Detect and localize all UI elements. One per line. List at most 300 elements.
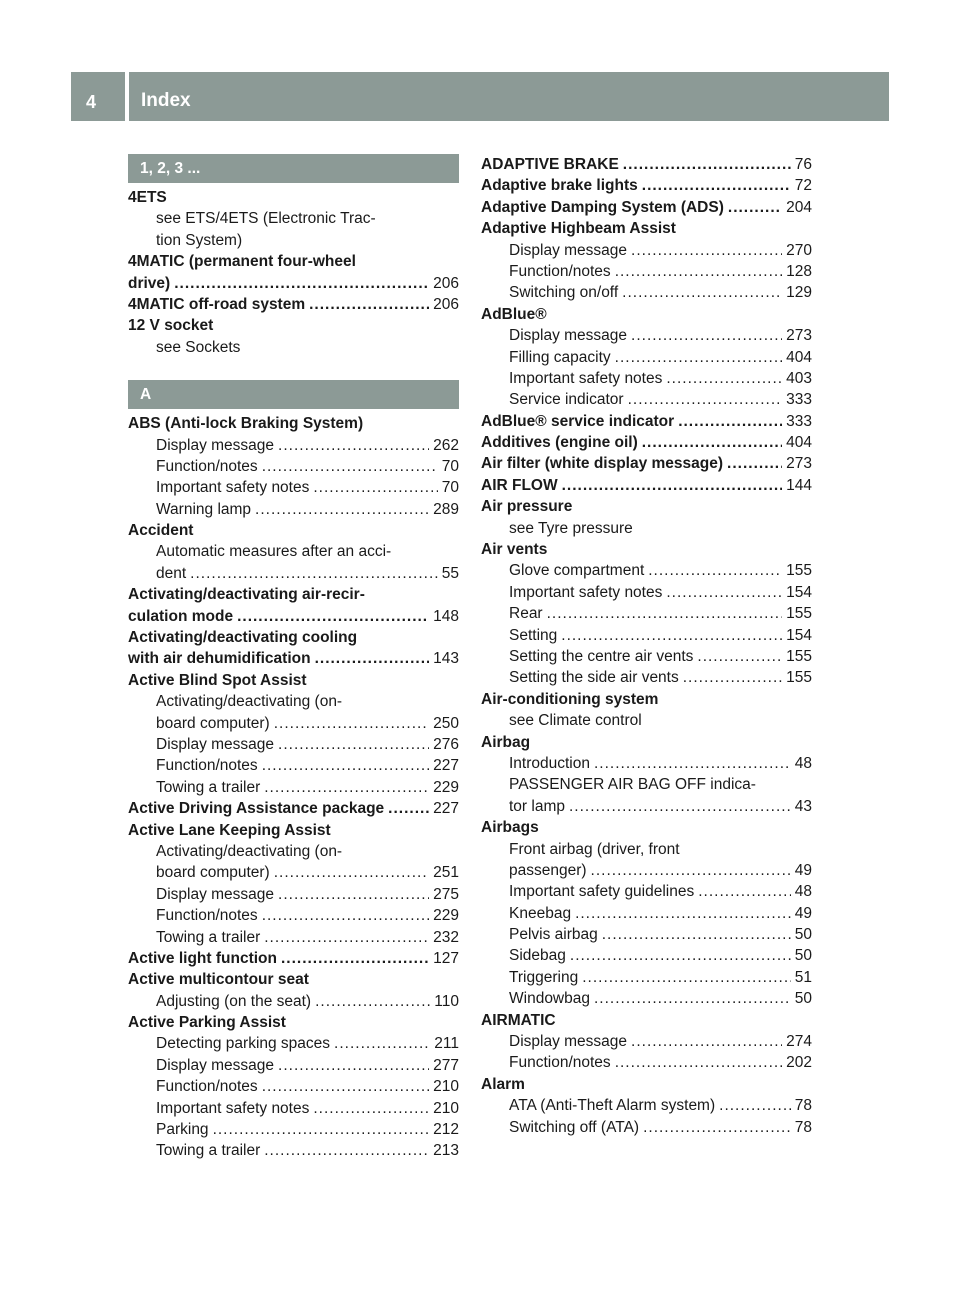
leader-dots [264,927,429,948]
index-subentry [481,881,812,902]
leader-dots [313,477,437,498]
index-entry [128,413,459,434]
index-subentry [481,603,812,624]
leader-dots [237,606,429,627]
entry-label: Additives (engine oil) [481,434,638,452]
leader-dots [615,347,782,368]
leader-dots [642,432,782,453]
leader-dots [278,1055,429,1076]
leader-dots [615,1052,782,1073]
index-entry [481,496,812,517]
page-reference: 210 [433,1099,459,1117]
index-entry [128,1012,459,1033]
index-subentry [481,667,812,688]
entry-label: passenger) [509,861,587,879]
index-subentry [481,1031,812,1052]
index-entry [481,1074,812,1095]
page-reference: 48 [794,883,812,901]
entry-label: see ETS/4ETS (Electronic Trac- [156,210,376,228]
leader-dots [547,603,783,624]
entry-label: board computer) [156,714,270,732]
entry-label: see Sockets [156,338,241,356]
page-reference: 155 [786,562,812,580]
index-subentry [128,230,459,251]
page-reference: 78 [794,1118,812,1136]
entry-label: ABS (Anti-lock Braking System) [128,415,364,433]
index-entry [128,648,459,669]
page-reference: 143 [433,650,459,668]
index-subentry [481,1117,812,1138]
section-heading: 1, 2, 3 ... [128,154,459,183]
index-entry [128,798,459,819]
leader-dots [255,499,429,520]
entry-label: AIR FLOW [481,476,558,494]
index-subentry [128,1055,459,1076]
entry-label: Function/notes [156,907,258,925]
leader-dots [281,948,429,969]
index-entry [481,304,812,325]
leader-dots [719,1095,791,1116]
index-subentry [128,777,459,798]
leader-dots [309,294,429,315]
index-subentry [481,240,812,261]
page-reference: 270 [786,241,812,259]
index-entry [128,315,459,336]
section-heading: A [128,380,459,409]
index-subentry [481,796,812,817]
entry-label: see Climate control [509,712,642,730]
index-entry [128,187,459,208]
index-subentry [481,967,812,988]
entry-label: culation mode [128,607,234,625]
entry-label: Detecting parking spaces [156,1035,331,1053]
leader-dots [278,884,429,905]
index-entry [481,154,812,175]
entry-label: Windowbag [509,990,590,1008]
entry-label: ADAPTIVE BRAKE [481,156,619,173]
entry-label: Switching off (ATA) [509,1118,640,1136]
index-entry [481,411,812,432]
leader-dots [698,881,791,902]
index-subentry [481,903,812,924]
leader-dots [262,456,438,477]
entry-label: Active multicontour seat [128,971,309,989]
entry-label: drive) [128,274,171,292]
page-reference: 50 [794,926,812,944]
entry-label: Adjusting (on the seat) [156,992,312,1010]
entry-label: Accident [128,522,194,540]
index-entry [128,606,459,627]
leader-dots [264,1140,429,1161]
entry-label: Display message [156,885,275,903]
entry-label: Adaptive Highbeam Assist [481,220,676,238]
page-reference: 403 [786,369,812,387]
index-subentry [481,582,812,603]
entry-label: Airbag [481,733,531,751]
index-entry [128,670,459,691]
leader-dots [631,325,782,346]
index-subentry [128,1140,459,1161]
index-subentry [128,337,459,358]
entry-label: Glove compartment [509,562,645,580]
page-reference: 128 [786,262,812,280]
entry-label: Adaptive brake lights [481,177,638,195]
entry-label: 4MATIC off-road system [128,295,306,313]
index-entry [128,251,459,272]
page-reference: 155 [786,669,812,687]
page-reference: 404 [786,348,812,366]
index-subentry [481,988,812,1009]
index-subentry [128,499,459,520]
index-subentry [128,477,459,498]
leader-dots [678,411,782,432]
index-subentry [481,347,812,368]
page-reference: 50 [794,947,812,965]
leader-dots [262,905,429,926]
index-subentry [481,774,812,795]
leader-dots [683,667,782,688]
page-reference: 155 [786,647,812,665]
index-entry [128,273,459,294]
leader-dots [278,435,429,456]
page-reference: 43 [794,797,812,815]
leader-dots [264,777,429,798]
entry-label: tor lamp [509,797,565,815]
leader-dots [594,988,791,1009]
index-column-left [128,154,459,1162]
page-reference: 404 [786,434,812,452]
page-reference: 229 [433,907,459,925]
leader-dots [213,1119,430,1140]
leader-dots [262,1076,429,1097]
page-reference: 202 [786,1054,812,1072]
leader-dots [666,582,782,603]
index-entry [128,584,459,605]
entry-label: Switching on/off [509,284,619,302]
index-subentry [481,325,812,346]
entry-label: Kneebag [509,904,572,922]
entry-label: Service indicator [509,391,624,409]
page-reference: 289 [433,500,459,518]
index-subentry [128,841,459,862]
leader-dots [666,368,782,389]
page-number: 4 [86,92,97,112]
page-reference: 213 [433,1142,459,1160]
leader-dots [628,389,783,410]
page-reference: 78 [794,1097,812,1115]
index-subentry [128,862,459,883]
leader-dots [334,1033,430,1054]
entry-label: Air vents [481,541,548,559]
entry-label: Towing a trailer [156,1142,261,1160]
page-title: Index [141,90,191,111]
entry-label: Air filter (white display message) [481,455,724,473]
entry-label: 12 V socket [128,317,214,335]
index-entry [128,627,459,648]
index-subentry [128,734,459,755]
leader-dots [262,755,429,776]
entry-label: Function/notes [156,757,258,775]
index-subentry [128,435,459,456]
page-reference: 227 [433,800,459,818]
page-header [71,72,889,121]
index-subentry [128,905,459,926]
entry-label: Display message [509,241,628,259]
entry-label: 4ETS [128,189,167,206]
index-entry [128,969,459,990]
page-reference: 275 [433,885,459,903]
leader-dots [562,475,783,496]
leader-dots [315,648,430,669]
page-reference: 144 [786,476,812,494]
index-subentry [481,839,812,860]
index-subentry [481,860,812,881]
leader-dots [582,967,791,988]
page-reference: 50 [794,990,812,1008]
header-divider [125,72,129,121]
entry-label: board computer) [156,864,270,882]
index-subentry [481,518,812,539]
entry-label: Active Driving Assistance package [128,800,385,818]
index-subentry [481,1052,812,1073]
entry-label: Parking [156,1121,209,1139]
page-reference: 273 [786,327,812,345]
entry-label: Sidebag [509,947,566,965]
page-reference: 154 [786,626,812,644]
entry-label: Function/notes [509,1054,611,1072]
section-gap [128,358,459,380]
entry-label: AdBlue® [481,305,547,323]
leader-dots [575,903,791,924]
entry-label: Filling capacity [509,348,611,366]
index-subentry [481,753,812,774]
entry-label: Triggering [509,968,579,986]
index-entry [481,218,812,239]
entry-label: Activating/deactivating cooling [128,629,358,647]
page-reference: 204 [786,198,812,216]
page-reference: 212 [433,1121,459,1139]
page-reference: 276 [433,735,459,753]
index-subentry [481,924,812,945]
leader-dots [631,240,782,261]
index-column-right [481,154,812,1138]
entry-label: Rear [509,605,543,623]
page-reference: 333 [786,391,812,409]
index-entry [128,820,459,841]
entry-label: Display message [509,1033,628,1051]
page-reference: 110 [434,992,459,1010]
entry-label: Active light function [128,949,277,967]
leader-dots [631,1031,782,1052]
index-subentry [128,1076,459,1097]
leader-dots [190,563,438,584]
entry-label: Important safety guidelines [509,883,695,901]
index-subentry [128,208,459,229]
index-subentry [128,1119,459,1140]
index-entry [128,294,459,315]
page-reference: 232 [433,928,459,946]
index-subentry [481,945,812,966]
page-reference: 210 [433,1078,459,1096]
leader-dots [642,175,791,196]
entry-label: with air dehumidification [128,650,311,668]
entry-label: Important safety notes [156,479,310,497]
page-reference: 211 [434,1035,459,1053]
page-reference: 251 [433,864,459,882]
entry-label: Adaptive Damping System (ADS) [481,198,724,216]
entry-label: Alarm [481,1075,525,1093]
page-reference: 277 [433,1056,459,1074]
leader-dots [174,273,429,294]
page-reference: 273 [786,455,812,473]
page-reference: 155 [786,605,812,623]
index-subentry [481,261,812,282]
leader-dots [569,796,791,817]
page-reference: 48 [794,754,812,772]
entry-label: Active Blind Spot Assist [128,671,307,689]
entry-label: Air-conditioning system [481,690,659,708]
index-entry [481,475,812,496]
leader-dots [622,282,782,303]
leader-dots [315,991,430,1012]
page-reference: 70 [441,479,459,497]
index-entry [481,1010,812,1031]
entry-label: Towing a trailer [156,778,261,796]
page-reference: 55 [441,564,459,582]
index-subentry [128,755,459,776]
page-reference: 333 [786,412,812,430]
index-entry [481,817,812,838]
entry-label: Display message [509,327,628,345]
leader-dots [388,798,429,819]
entry-label: Front airbag (driver, front [509,840,680,858]
entry-label: PASSENGER AIR BAG OFF indica- [509,776,756,794]
index-subentry [128,541,459,562]
leader-dots [727,453,782,474]
index-subentry [481,282,812,303]
index-subentry [481,560,812,581]
entry-label: tion System) [156,231,243,249]
index-entry [481,689,812,710]
index-entry [481,175,812,196]
index-entry [481,732,812,753]
entry-label: Setting [509,626,558,644]
leader-dots [274,862,429,883]
leader-dots [697,646,782,667]
index-subentry [128,1098,459,1119]
entry-label: Activating/deactivating air-recir- [128,586,365,604]
index-subentry [128,691,459,712]
leader-dots [602,924,791,945]
entry-label: Important safety notes [156,1099,310,1117]
entry-label: Active Parking Assist [128,1014,286,1032]
index-entry [481,539,812,560]
page-reference: 250 [433,714,459,732]
page-reference: 51 [794,968,812,986]
entry-label: Function/notes [156,457,258,475]
entry-label: Air pressure [481,498,573,516]
entry-label: Function/notes [509,262,611,280]
index-subentry [481,625,812,646]
entry-label: Setting the side air vents [509,669,679,687]
page-reference: 127 [433,949,459,967]
entry-label: Towing a trailer [156,928,261,946]
page-reference: 49 [794,904,812,922]
index-subentry [481,389,812,410]
page-reference: 227 [433,757,459,775]
index-entry [481,197,812,218]
page-reference: 274 [786,1033,812,1051]
page-reference: 206 [433,295,459,313]
index-entry [128,520,459,541]
leader-dots [643,1117,791,1138]
index-subentry [128,456,459,477]
entry-label: Active Lane Keeping Assist [128,821,331,839]
index-entry [481,432,812,453]
page-reference: 229 [433,778,459,796]
index-subentry [481,710,812,731]
index-entry [128,948,459,969]
entry-label: Warning lamp [156,500,252,518]
page-reference: 154 [786,583,812,601]
entry-label: Important safety notes [509,583,663,601]
leader-dots [313,1098,429,1119]
index-entry [481,453,812,474]
leader-dots [570,945,791,966]
page-reference: 72 [794,177,812,195]
page-reference: 49 [794,861,812,879]
entry-label: Introduction [509,754,590,772]
entry-label: AdBlue® service indicator [481,412,675,430]
entry-label: Pelvis airbag [509,926,598,944]
index-subentry [481,646,812,667]
entry-label: AIRMATIC [481,1011,556,1029]
index-subentry [128,563,459,584]
index-subentry [481,1095,812,1116]
page-reference: 70 [441,457,459,475]
entry-label: 4MATIC (permanent four-wheel [128,253,356,271]
page-reference: 206 [433,274,459,292]
entry-label: see Tyre pressure [509,519,633,537]
leader-dots [594,753,791,774]
entry-label: Activating/deactivating (on- [156,693,343,711]
leader-dots [615,261,782,282]
leader-dots [648,560,782,581]
entry-label: Setting the centre air vents [509,647,694,665]
index-subentry [128,713,459,734]
page-reference: 148 [433,607,459,625]
entry-label: dent [156,564,187,582]
entry-label: Important safety notes [509,369,663,387]
leader-dots [278,734,429,755]
index-subentry [128,884,459,905]
page-reference: 129 [786,284,812,302]
index-subentry [128,927,459,948]
leader-dots [561,625,782,646]
entry-label: Automatic measures after an acci- [156,543,392,561]
index-subentry [128,991,459,1012]
entry-label: Function/notes [156,1078,258,1096]
entry-label: Display message [156,735,275,753]
leader-dots [274,713,429,734]
entry-label: Display message [156,436,275,454]
entry-label: Airbags [481,819,539,837]
leader-dots [623,154,791,175]
entry-label: ATA (Anti-Theft Alarm system) [509,1097,716,1115]
entry-label: Display message [156,1056,275,1074]
page-reference: 262 [433,436,459,454]
page-reference: 76 [794,156,812,173]
